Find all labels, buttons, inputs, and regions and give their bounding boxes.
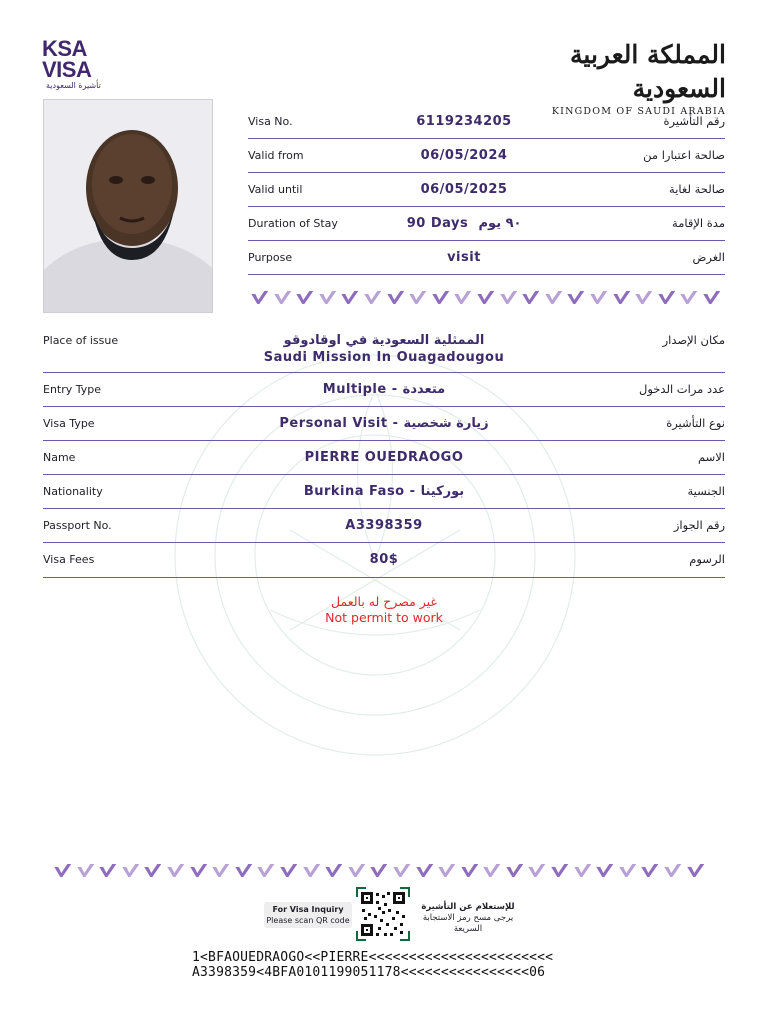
decorative-tick-row-bottom	[52, 862, 707, 880]
tick-mark-icon	[97, 862, 120, 880]
field-nationality	[43, 475, 725, 509]
tick-mark-icon	[656, 289, 679, 307]
field-purpose	[248, 241, 725, 275]
field-arabic-label: الرسوم	[689, 552, 725, 566]
field-arabic-label: الغرض	[692, 250, 725, 264]
holder-photo	[43, 99, 213, 313]
tick-mark-icon	[385, 289, 408, 307]
tick-mark-icon	[685, 862, 708, 880]
tick-mark-icon	[414, 862, 437, 880]
field-label: Valid from	[248, 149, 304, 162]
mrz-line-2: A3398359<4BFA0101199051178<<<<<<<<<<<<<<<<06	[192, 965, 546, 980]
field-value: 6119234205	[416, 114, 512, 129]
field-label: Valid until	[248, 183, 303, 196]
visa-inquiry-block	[264, 887, 518, 941]
logo-text-visa: VISA	[42, 57, 92, 82]
field-value: A3398359	[345, 518, 423, 533]
mrz-line-1: 1<BFAOUEDRAOGO<<PIERRE<<<<<<<<<<<<<<<<<<<<<<<	[192, 950, 554, 965]
field-value: Saudi Mission In Ouagadougou	[263, 350, 505, 365]
field-arabic-label: رقم التأشيرة	[663, 114, 725, 128]
tick-mark-icon	[165, 862, 188, 880]
field-label: Duration of Stay	[248, 217, 338, 230]
inquiry-arabic	[418, 902, 518, 934]
field-arabic-label: عدد مرات الدخول	[639, 382, 725, 396]
tick-mark-icon	[75, 862, 98, 880]
field-label: Place of issue	[43, 334, 119, 347]
field-entry-type	[43, 373, 725, 407]
tick-mark-icon	[459, 862, 482, 880]
tick-mark-icon	[249, 289, 272, 307]
tick-mark-icon	[255, 862, 278, 880]
field-valid-until	[248, 173, 725, 207]
tick-mark-icon	[588, 289, 611, 307]
tick-mark-icon	[210, 862, 233, 880]
tick-mark-icon	[475, 289, 498, 307]
decorative-tick-row	[249, 289, 723, 307]
inquiry-arabic-subtitle: يرجى مسح رمز الاستجابة السريعة	[422, 913, 514, 934]
tick-mark-icon	[617, 862, 640, 880]
work-warning-english: Not permit to work	[325, 610, 443, 625]
field-arabic-label: الجنسية	[687, 484, 725, 498]
tick-mark-icon	[452, 289, 475, 307]
tick-mark-icon	[504, 862, 527, 880]
tick-mark-icon	[52, 862, 75, 880]
kingdom-english-title: KINGDOM OF SAUDI ARABIA	[551, 106, 726, 117]
field-label: Nationality	[43, 485, 103, 498]
tick-mark-icon	[701, 289, 724, 307]
field-label: Name	[43, 451, 76, 464]
field-value: visit	[447, 250, 481, 265]
field-visa-type	[43, 407, 725, 441]
tick-mark-icon	[639, 862, 662, 880]
field-label: Visa Type	[43, 417, 95, 430]
field-value: Burkina Faso - بوركينا	[303, 484, 465, 499]
tick-mark-icon	[323, 862, 346, 880]
field-label: Entry Type	[43, 383, 102, 396]
tick-mark-icon	[572, 862, 595, 880]
tick-mark-icon	[611, 289, 634, 307]
field-label: Visa Fees	[43, 553, 95, 566]
field-arabic-label: الاسم	[697, 450, 725, 464]
field-arabic-label: صالحة اعتبارا من	[643, 148, 725, 162]
field-arabic-label: نوع التأشيرة	[666, 416, 725, 430]
tick-mark-icon	[594, 862, 617, 880]
tick-mark-icon	[549, 862, 572, 880]
tick-mark-icon	[368, 862, 391, 880]
tick-mark-icon	[565, 289, 588, 307]
field-label: Purpose	[248, 251, 293, 264]
tick-mark-icon	[339, 289, 362, 307]
field-value-arabic: ٩٠ يوم	[478, 216, 522, 231]
qr-code[interactable]	[356, 887, 410, 941]
tick-mark-icon	[272, 289, 295, 307]
tick-mark-icon	[407, 289, 430, 307]
field-value: Personal Visit - زيارة شخصية	[279, 416, 489, 431]
tick-mark-icon	[142, 862, 165, 880]
field-valid-from	[248, 139, 725, 173]
tick-mark-icon	[498, 289, 521, 307]
field-place-of-issue	[43, 324, 725, 373]
kingdom-arabic-title: المملكة العربية السعودية	[570, 40, 726, 103]
tick-mark-icon	[362, 289, 385, 307]
field-value: PIERRE OUEDRAOGO	[304, 450, 464, 465]
field-value-arabic: الممثلية السعودية في اوقادوقو	[283, 333, 485, 348]
tick-mark-icon	[346, 862, 369, 880]
inquiry-arabic-title: للإستعلام عن التأشيرة	[421, 902, 515, 912]
tick-mark-icon	[520, 289, 543, 307]
tick-mark-icon	[188, 862, 211, 880]
field-visa-fees	[43, 543, 725, 578]
tick-mark-icon	[233, 862, 256, 880]
field-value: 06/05/2025	[420, 182, 508, 197]
field-arabic-label: صالحة لغاية	[669, 182, 725, 196]
tick-mark-icon	[430, 289, 453, 307]
tick-mark-icon	[481, 862, 504, 880]
tick-mark-icon	[436, 862, 459, 880]
tick-mark-icon	[278, 862, 301, 880]
inquiry-english	[264, 902, 352, 928]
tick-mark-icon	[678, 289, 701, 307]
field-passport-number	[43, 509, 725, 543]
field-visa-number	[248, 105, 725, 139]
field-arabic-label: مكان الإصدار	[662, 333, 725, 347]
field-value: 06/05/2024	[420, 148, 508, 163]
field-name	[43, 441, 725, 475]
field-label: Passport No.	[43, 519, 112, 532]
tick-mark-icon	[301, 862, 324, 880]
field-value: 90 Days	[406, 216, 469, 231]
field-arabic-label: مدة الإقامة	[672, 216, 725, 230]
tick-mark-icon	[294, 289, 317, 307]
field-value: Multiple - متعددة	[322, 382, 446, 397]
ksa-visa-logo	[42, 38, 122, 94]
field-label: Visa No.	[248, 115, 293, 128]
tick-mark-icon	[526, 862, 549, 880]
logo-text-ksa: KSA	[42, 36, 87, 61]
field-arabic-label: رقم الجواز	[673, 518, 725, 532]
field-value: 80$	[369, 552, 399, 567]
inquiry-english-title: For Visa Inquiry	[272, 905, 344, 914]
field-duration-of-stay	[248, 207, 725, 241]
work-warning-arabic: غير مصرح له بالعمل	[331, 594, 437, 609]
tick-mark-icon	[543, 289, 566, 307]
kingdom-emblem	[526, 38, 726, 117]
tick-mark-icon	[120, 862, 143, 880]
tick-mark-icon	[662, 862, 685, 880]
inquiry-english-subtitle: Please scan QR code	[266, 916, 350, 925]
tick-mark-icon	[633, 289, 656, 307]
tick-mark-icon	[317, 289, 340, 307]
logo-arabic-text: تأشيرة السعودية	[46, 81, 101, 90]
tick-mark-icon	[391, 862, 414, 880]
